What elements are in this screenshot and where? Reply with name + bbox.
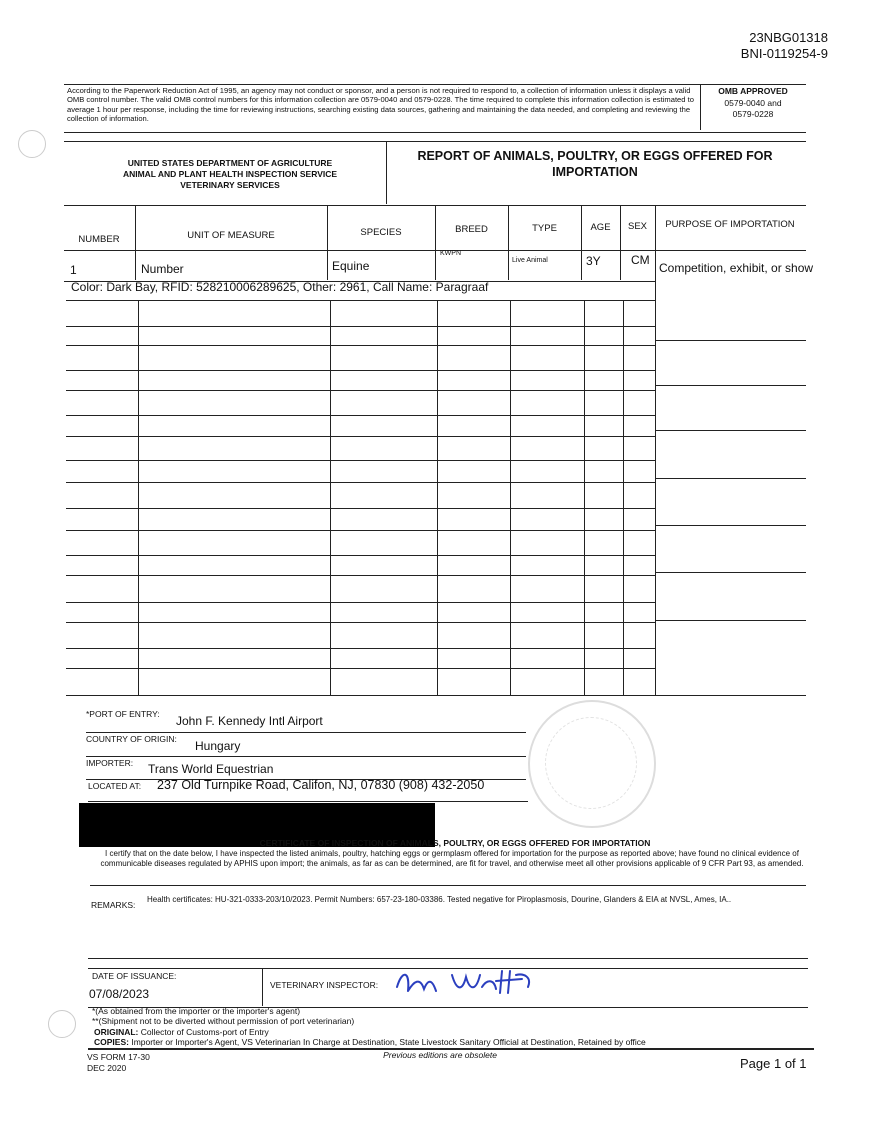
inspector-signature [392, 965, 542, 1006]
omb-number-2: 0579-0228 [732, 109, 774, 119]
doc-id-2: BNI-0119254-9 [740, 46, 828, 61]
row1-breed: KWPN [440, 250, 461, 257]
form-id-2: DEC 2020 [87, 1063, 127, 1073]
row1-sex: CM [631, 253, 650, 267]
form-id-1: VS FORM 17-30 [87, 1052, 150, 1062]
remarks-label: REMARKS: [91, 900, 136, 910]
row1-species: Equine [332, 259, 370, 273]
row1-age: 3Y [586, 254, 601, 268]
report-title: REPORT OF ANIMALS, POULTRY, OR EGGS OFFERED FOR IMPORTATION [417, 149, 773, 179]
punch-hole-bottom [48, 1010, 76, 1038]
row1-unit: Number [141, 262, 184, 276]
row1-number: 1 [70, 263, 77, 277]
omb-title: OMB APPROVED [718, 86, 788, 96]
agency-line-2: ANIMAL AND PLANT HEALTH INSPECTION SERVICE [122, 169, 338, 179]
port-value: John F. Kennedy Intl Airport [176, 714, 323, 728]
col-type: TYPE [532, 223, 557, 234]
origin-value: Hungary [195, 739, 241, 753]
col-number: NUMBER [78, 234, 120, 245]
col-sex: SEX [627, 221, 647, 232]
certificate-text: I certify that on the date below, I have inspected the listed animals, poultry, hatching eggs or germplasm offered for importation for the purpose as reported above; have found no clinical evidence of communicable diseases regulated by APHIS upon import; the animals, as far as can be determined, are fit for travel, and otherwise meet all other provisions applicable of 9 CFR Part 93, as amended. [100, 849, 804, 868]
issuance-label: DATE OF ISSUANCE: [92, 971, 177, 981]
certificate-title: CERTIFICATE OF INSPECTION OF ANIMALS, POULTRY, OR EGGS OFFERED FOR IMPORTATION [259, 838, 651, 848]
port-label: *PORT OF ENTRY: [86, 709, 160, 719]
remarks-value: Health certificates: HU-321-0333-203/10/2023. Permit Numbers: 657-23-180-03386. Tested negative for Piroplasmosis, Dourine, Glanders & EIA at NVSL, Ames, IA.. [147, 895, 732, 904]
footnote-2: **(Shipment not to be diverted without permission of port veterinarian) [92, 1016, 355, 1026]
punch-hole-top [18, 130, 46, 158]
col-age: AGE [590, 222, 611, 233]
row1-detail: Color: Dark Bay, RFID: 528210006289625, Other: 2961, Call Name: Paragraaf [71, 280, 489, 294]
paperwork-notice: According to the Paperwork Reduction Act of 1995, an agency may not conduct or sponsor, and a person is not required to respond to, a collection of information unless it displays a valid OMB control number. The valid OMB control numbers for this information collection are 0579-0040 and 0579-0228. The time required to complete this information collection is estimated to average 1 hour per response, including the time for reviewing instructions, searching existing data sources, gathering and maintaining the data needed, and completing and reviewing the collection of information. [67, 86, 694, 124]
col-breed: BREED [455, 224, 488, 235]
origin-label: COUNTRY OF ORIGIN: [86, 734, 177, 744]
col-purpose: PURPOSE OF IMPORTATION [665, 219, 795, 230]
col-unit: UNIT OF MEASURE [187, 230, 275, 241]
importer-label: IMPORTER: [86, 758, 134, 768]
row1-type: Live Animal [512, 257, 548, 264]
inspector-label: VETERINARY INSPECTOR: [270, 980, 379, 990]
previous-editions: Previous editions are obsolete [383, 1050, 497, 1060]
row1-purpose: Competition, exhibit, or show [659, 261, 814, 275]
original-line [94, 1027, 269, 1037]
copies-label: COPIES: [94, 1037, 129, 1047]
page-label: Page 1 of 1 [740, 1056, 807, 1071]
issuance-value: 07/08/2023 [89, 987, 150, 1001]
copies-line [94, 1037, 646, 1047]
located-label: LOCATED AT: [88, 781, 142, 791]
importer-value: Trans World Equestrian [148, 762, 274, 776]
doc-id-1: 23NBG01318 [749, 30, 828, 45]
footnote-1: *(As obtained from the importer or the importer's agent) [92, 1006, 301, 1016]
col-species: SPECIES [360, 227, 402, 238]
omb-number-1: 0579-0040 and [724, 98, 782, 108]
agency-line-1: UNITED STATES DEPARTMENT OF AGRICULTURE [127, 158, 333, 168]
department-seal-inner [545, 717, 637, 809]
copies-value: Importer or Importer's Agent, VS Veterinarian In Charge at Destination, State Livestock Sanitary Official at Destination, Retained by office [131, 1037, 646, 1047]
agency-line-3: VETERINARY SERVICES [180, 180, 280, 190]
original-value: Collector of Customs-port of Entry [140, 1027, 269, 1037]
original-label: ORIGINAL: [94, 1027, 139, 1037]
located-value: 237 Old Turnpike Road, Califon, NJ, 07830 (908) 432-2050 [157, 778, 485, 792]
